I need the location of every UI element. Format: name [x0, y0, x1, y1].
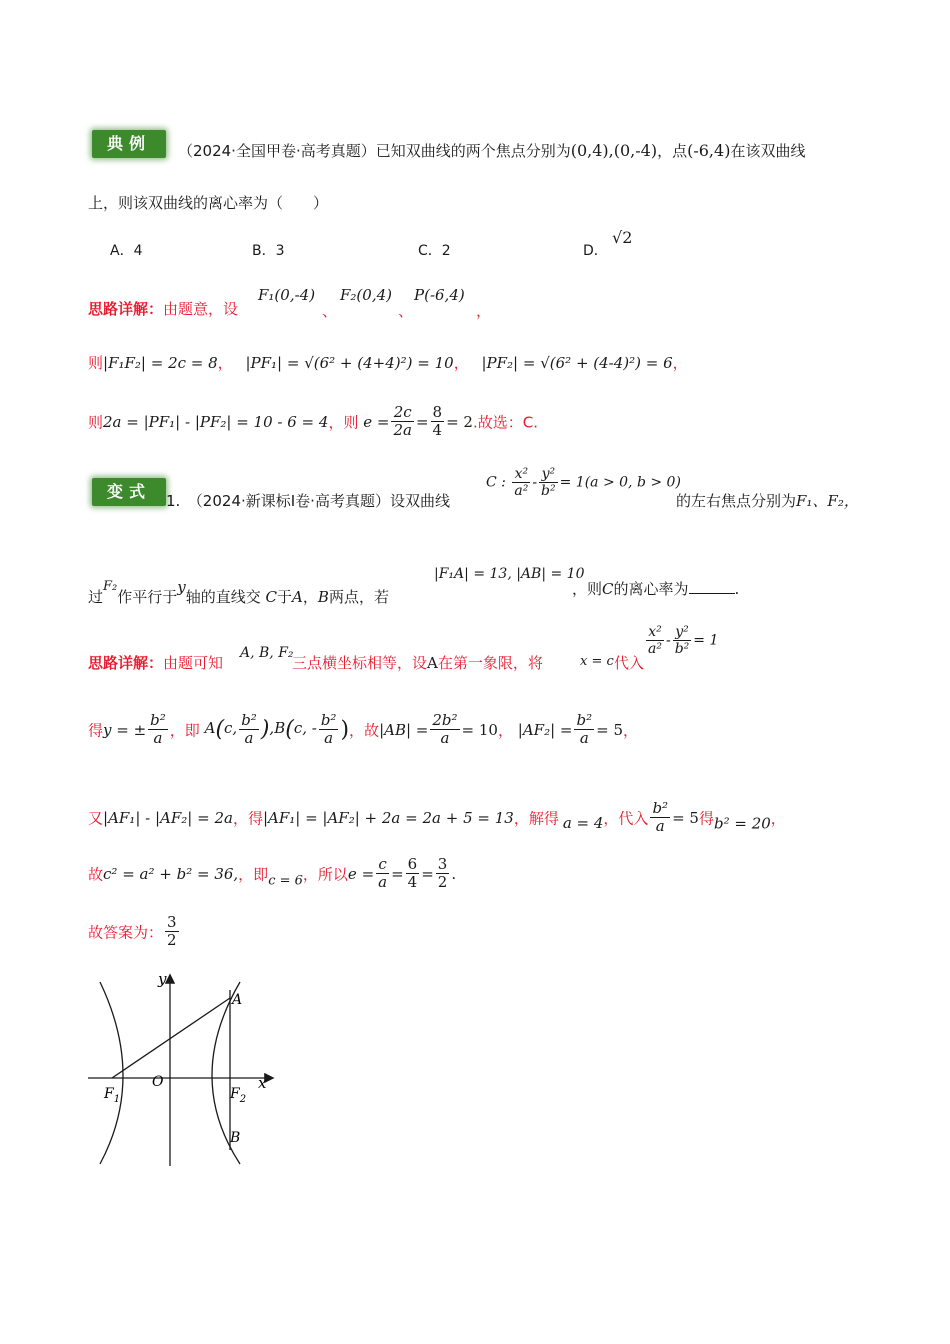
solution2-l2-comma2: ，	[623, 721, 639, 740]
solution1-frac2	[431, 404, 445, 440]
variant-line2-e: 两点，若	[328, 588, 389, 606]
solution1-sep2: 、	[398, 302, 414, 320]
solution2-l4-frac1-num: c	[376, 856, 389, 874]
variant-line2-f: ，则	[572, 580, 603, 598]
example-foci: (0,4),(0,-4)	[570, 141, 658, 160]
solution2-l2-paren-l: (	[215, 717, 225, 743]
solution2-l2-b: ，即	[169, 721, 200, 740]
solution2-l1-frac-x	[646, 624, 664, 657]
solution2-label: 思路详解：	[88, 654, 164, 672]
solution1-line2-prefix: 则	[88, 354, 104, 372]
variant-frac-y-num: y²	[539, 466, 558, 483]
variant-cond: |F₁A| = 13, |AB| = 10	[434, 566, 585, 582]
solution1-frac1-num: 2c	[391, 404, 414, 422]
solution2-l2-ab-rhs: = 10	[461, 720, 498, 739]
variant-badge: 变式	[92, 478, 166, 506]
solution2-l4-frac2	[406, 856, 420, 892]
solution1-conclude: .故选：C.	[472, 413, 538, 432]
solution2-l1-rhs: = 1	[693, 632, 719, 649]
solution2-l3-eq3: a = 4	[562, 814, 604, 833]
option-d-math: √2	[612, 228, 633, 247]
solution1-comma2: ，	[453, 354, 469, 372]
solution2-l4-c: ，所以	[302, 865, 348, 884]
variant-line1	[166, 490, 450, 511]
solution2-line2	[88, 712, 638, 748]
variant-c-label: C	[265, 588, 278, 606]
x-label: x	[258, 1074, 267, 1092]
solution2-l2-frac-ab-num: 2b²	[432, 711, 458, 729]
solution2-answer-label: 故答案为：	[88, 923, 164, 942]
variant-line2-g: 的离心率为	[613, 580, 689, 598]
variant-frac-x-den: a²	[514, 483, 529, 500]
solution2-l2-frac	[148, 712, 168, 748]
solution2-l4-frac1-den: a	[378, 873, 388, 892]
solution2-l3-eq5: b² = 20	[713, 814, 771, 833]
solution2-l1-frac-x-num: x²	[646, 624, 664, 641]
solution2-l4-frac2-den: 4	[407, 873, 418, 892]
solution2-l1-eq	[644, 624, 718, 657]
variant-curve-eq	[486, 466, 681, 499]
solution1-line1-text: 由题意，设	[163, 300, 239, 318]
point-A-label: A	[232, 992, 243, 1008]
variant-frac-x-num: x²	[512, 466, 530, 483]
example-text-c: 在该双曲线	[730, 142, 806, 160]
solution1-f1: F₁(0,-4)	[258, 286, 316, 304]
hyperbola-figure	[80, 960, 290, 1180]
F1-letter: F	[104, 1086, 114, 1102]
solution2-l3-c: ，解得	[513, 809, 559, 828]
solution2-l1-c-text: 在第一象限，将	[437, 654, 543, 672]
solution2-l2-frac-a-den: a	[244, 729, 254, 748]
solution1-eq4: 2a = |PF₁| - |PF₂| = 10 - 6 = 4	[103, 412, 329, 431]
solution2-l3-a: 又	[88, 809, 104, 828]
solution2-l4-a: 故	[88, 865, 104, 884]
solution2-l2-frac-den: a	[153, 729, 163, 748]
F2-label	[229, 1086, 246, 1105]
solution2-l3-eq2: |AF₁| = |AF₂| + 2a = 2a + 5 = 13	[262, 808, 514, 827]
solution1-frac2-num: 8	[432, 403, 443, 421]
solution2-l3-e: 得	[698, 809, 714, 828]
solution2-l1-d: 代入	[614, 654, 645, 672]
solution2-l4-frac3-den: 2	[437, 873, 448, 892]
example-point: (-6,4)	[687, 141, 731, 160]
solution2-l4-frac2-num: 6	[407, 855, 418, 873]
solution2-l1-frac-y-den: b²	[674, 641, 690, 658]
variant-line2-f2: F₂	[103, 579, 118, 594]
example-badge: 典例	[92, 130, 166, 158]
solution2-l3-frac-den: a	[655, 817, 665, 836]
variant-curve-label: C :	[486, 474, 506, 491]
solution2-l2-frac-b-num: b²	[320, 711, 337, 729]
solution2-answer-frac	[165, 914, 179, 950]
solution2-l2-pointB: ),B(c, -	[260, 717, 317, 743]
solution1-frac2-den: 4	[432, 421, 443, 440]
solution2-l2-c: ，故	[349, 721, 380, 740]
solution2-line3	[88, 800, 786, 836]
solution1-sep1: 、	[322, 302, 338, 320]
solution2-l1-frac-x-den: a²	[648, 641, 662, 658]
variant-line2-b: 作平行于	[117, 588, 178, 606]
variant-frac-y-den: b²	[541, 483, 556, 500]
solution2-l4-eq3: e =	[347, 864, 375, 883]
solution1-line3-prefix: 则	[88, 413, 104, 432]
solution2-l2-frac-a-num: b²	[241, 711, 257, 729]
option-b: B．3	[252, 243, 285, 259]
variant-line2: 过F₂作平行于y轴的直线交 C于A，B两点，若	[88, 578, 389, 606]
solution2-l3-b: ，得	[232, 809, 263, 828]
solution2-l2-frac-af2-den: a	[579, 729, 589, 748]
solution2-l1-a-point: A	[427, 654, 438, 672]
variant-text-b: 的左右焦点分别为	[676, 492, 797, 510]
variant-curve-rhs: = 1(a > 0, b > 0)	[559, 474, 681, 491]
solution2-answer-den: 2	[167, 931, 177, 950]
example-text-b: ，点	[657, 142, 688, 160]
F1-label	[103, 1086, 120, 1105]
solution1-frac1	[391, 404, 414, 440]
variant-frac-y	[539, 466, 558, 499]
F2-sub: 2	[239, 1094, 247, 1105]
solution2-l1-pts: A, B, F₂	[240, 645, 294, 661]
solution2-l2-frac-b-den: a	[324, 729, 334, 748]
variant-c-label2: C	[602, 580, 614, 598]
solution2-l1-frac-y	[673, 624, 692, 657]
variant-text-b-wrap	[676, 490, 859, 511]
solution2-l4-frac3-num: 3	[437, 855, 448, 873]
variant-foci: F₁、F₂，	[796, 492, 859, 510]
variant-line2-y: y	[177, 578, 186, 596]
solution1-line3	[88, 404, 538, 440]
solution2-l2-pointA: A(c,	[204, 717, 238, 743]
solution2-l2-frac-num: b²	[150, 711, 166, 729]
solution1-eq1: |F₁F₂| = 2c = 8	[103, 354, 218, 372]
variant-line2-c: 轴的直线交	[185, 588, 261, 606]
example-question-line1	[178, 140, 805, 161]
solution2-l2-ab: |AB| =	[379, 720, 429, 739]
solution2-l4-period: .	[451, 864, 457, 883]
variant-b-label: B	[317, 588, 329, 606]
solution2-l3-eq1: |AF₁| - |AF₂| = 2a	[103, 808, 233, 827]
solution2-l4-frac3	[436, 856, 450, 892]
solution1-line2	[88, 352, 688, 373]
solution2-l4-eq-sign: =	[391, 864, 404, 883]
solution1-e-rhs: = 2	[446, 412, 473, 431]
solution2-l1-b-text: 三点横坐标相等，设	[292, 654, 428, 672]
solution1-eq2: |PF₁| = √(6² + (4+4)²) = 10	[245, 354, 454, 372]
point-B-label: B	[230, 1130, 241, 1146]
variant-text-a: 1. （2024·新课标Ⅰ卷·高考真题）设双曲线	[166, 492, 450, 510]
solution1-comma3: ，	[672, 354, 688, 372]
solution2-l2-frac-ab	[430, 712, 459, 748]
solution2-l3-eq4: = 5	[672, 808, 699, 827]
solution2-l2-paren-r: )	[260, 717, 270, 743]
solution1-frac1-den: 2a	[393, 421, 412, 440]
example-question-line2: 上，则该双曲线的离心率为（ ）	[88, 194, 329, 212]
solution1-end1: ，	[476, 302, 492, 320]
y-label: y	[158, 970, 167, 988]
origin-label: O	[152, 1074, 164, 1090]
solution2-l4-eq2: c = 6	[268, 873, 303, 889]
solution1-then: ，则	[328, 413, 359, 432]
solution2-l2-comma: ，	[497, 721, 513, 740]
variant-minus: -	[532, 474, 538, 491]
solution2-l4-eq1: c² = a² + b² = 36,	[103, 864, 239, 883]
solution2-l2-frac-b	[319, 712, 339, 748]
solution2-l4-frac1	[376, 856, 389, 892]
solution1-e-lhs: e =	[363, 412, 390, 431]
option-a: A．4	[110, 243, 143, 259]
option-d: D．	[583, 243, 608, 259]
solution2-l4-end: =	[421, 864, 434, 883]
solution2-answer	[88, 914, 181, 950]
solution2-l2-af2: |AF₂| =	[517, 720, 573, 739]
variant-ab-label: A	[292, 588, 303, 606]
variant-line2-tail	[572, 578, 739, 599]
solution2-l2-a: 得	[88, 721, 104, 740]
variant-line2-d: 于	[277, 588, 293, 606]
solution1-label: 思路详解：	[88, 300, 164, 318]
solution2-l2-y: y = ±	[103, 720, 147, 739]
solution1-comma1: ，	[217, 354, 233, 372]
option-c: C．2	[418, 243, 451, 259]
solution1-p: P(-6,4)	[414, 286, 465, 304]
solution2-l3-d: ，代入	[603, 809, 649, 828]
solution2-l1-minus: -	[665, 632, 671, 649]
F1-sub: 1	[113, 1094, 121, 1105]
solution1-eq3: |PF₂| = √(6² + (4-4)²) = 6	[481, 354, 673, 372]
solution2-l2-frac-ab-den: a	[440, 729, 450, 748]
solution2-l2-paren-r2: )	[340, 717, 350, 743]
solution2-l1-b	[292, 652, 543, 673]
solution2-l2-frac-af2	[574, 712, 594, 748]
solution2-l3-frac	[650, 800, 670, 836]
F2-letter: F	[230, 1086, 240, 1102]
solution2-l2-af2-rhs: = 5	[596, 720, 623, 739]
variant-answer-blank[interactable]	[689, 579, 735, 594]
solution2-l2-frac-af2-num: b²	[576, 711, 593, 729]
solution2-l2-frac-a	[239, 712, 259, 748]
solution2-line1	[88, 652, 223, 673]
solution2-l3-f: ，	[770, 809, 786, 828]
solution2-l4-b: ，即	[238, 865, 269, 884]
solution2-l1-frac-y-num: y²	[673, 624, 692, 641]
solution1-line1	[88, 298, 238, 319]
solution1-f2: F₂(0,4)	[340, 286, 392, 304]
solution2-line4	[88, 856, 456, 892]
solution2-answer-num: 3	[167, 913, 177, 931]
variant-frac-x	[512, 466, 530, 499]
variant-line2-a: 过	[88, 588, 104, 606]
solution2-l1-x: x = c	[580, 654, 614, 669]
solution2-l1-a: 由题可知	[163, 654, 224, 672]
example-text-a: （2024·全国甲卷·高考真题）已知双曲线的两个焦点分别为	[178, 142, 571, 160]
solution1-eq-sign: =	[415, 412, 429, 431]
solution2-l2-paren-l2: (	[285, 717, 294, 743]
solution2-l3-frac-num: b²	[652, 799, 669, 817]
variant-line2-end: .	[734, 580, 740, 598]
